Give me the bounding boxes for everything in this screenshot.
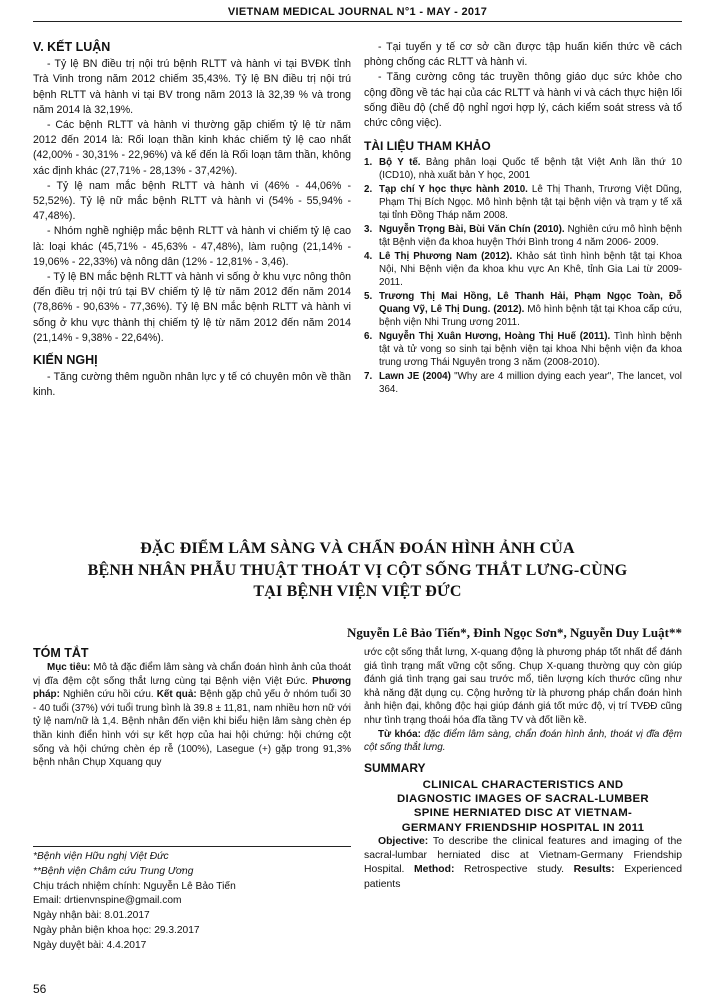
article-title-line: ĐẶC ĐIỂM LÂM SÀNG VÀ CHẨN ĐOÁN HÌNH ẢNH CỦA: [140, 540, 575, 557]
article-authors: Nguyễn Lê Bảo Tiến*, Đinh Ngọc Sơn*, Nguyễn Duy Luật**: [346, 625, 682, 640]
recommendation-paragraph: - Tăng cường thêm nguồn nhân lực y tế có chuyên môn về thần kinh.: [33, 371, 351, 399]
reference-item: [364, 330, 682, 369]
summary-results-text: Experienced patients: [364, 864, 682, 890]
summary-title-line: DIAGNOSTIC IMAGES OF SACRAL-LUMBER: [397, 793, 649, 806]
conclusion-paragraph: - Tỷ lệ BN mắc bệnh RLTT và hành vi sống ở khu vực nông thôn đến điều trị nội trú tại BV chiếm tỷ lệ từ năm 2012 đến năm 2014 (78,86% - 90,63% - 77,36%). Tỷ lệ BN mắc bệnh RLTT và hành vi sống ở khu vực thành thị chiếm tỷ lệ từ năm 2012 đến năm 2014 (21,14% - 9,38% - 22,64%).: [33, 271, 351, 344]
summary-results-label: Results:: [564, 864, 615, 876]
method-text: Nghiên cứu hồi cứu.: [59, 689, 154, 701]
reference-number: 3.: [364, 224, 373, 236]
journal-header: VIETNAM MEDICAL JOURNAL N°1 - MAY - 2017: [227, 6, 488, 18]
reference-text: Nghiên cứu mô hình bệnh tật Bệnh viện đa khoa huyện Thới Bình trong 4 năm 2006- 2009.: [379, 224, 682, 249]
footnote-rule: [33, 846, 351, 847]
page-number: 56: [33, 982, 47, 996]
recommendation-heading: KIẾN NGHỊ: [33, 353, 98, 368]
reference-authors: Bộ Y tế.: [379, 157, 421, 169]
footnote-received-date: Ngày nhận bài: 8.01.2017: [33, 910, 150, 922]
summary-objective-text: To describe the clinical features and imaging of the sacral-lumbar herniated disc at Vietnam-Germany Friendship Hospital.: [364, 835, 682, 876]
reference-text: Tình hình bệnh tật và tử vong so sinh tại bệnh viện tại khoa Nhi bệnh viện đa khoa trung ương Thái Nguyên trong 3 năm (2008-2010).: [379, 331, 682, 369]
article-title-line: TẠI BỆNH VIỆN VIỆT ĐỨC: [253, 583, 462, 600]
reference-authors: Lê Thị Phương Nam (2012).: [379, 251, 513, 263]
reference-number: 2.: [364, 184, 373, 196]
summary-title: [364, 778, 682, 835]
keywords-label: Từ khóa:: [378, 728, 421, 740]
reference-item: [364, 156, 682, 182]
reference-number: 6.: [364, 331, 373, 343]
reference-authors: Tạp chí Y học thực hành 2010.: [379, 184, 528, 196]
reference-text: Lê Thị Thanh, Trương Việt Dũng, Phạm Thị Bích Ngọc. Mô hình bệnh tật tại bệnh viện và trạm y tế xã tại tỉnh Đồng Tháp năm 2008.: [379, 184, 682, 222]
reference-item: [364, 290, 682, 329]
footnote-review-date: Ngày phản biện khoa học: 29.3.2017: [33, 924, 200, 936]
abstract-left: [33, 646, 351, 770]
keywords-text: đặc điểm lâm sàng, chẩn đoán hình ảnh, thoát vị đĩa đệm cột sống thắt lưng.: [364, 728, 682, 754]
abstract-right: [364, 646, 682, 892]
objective-text: Mô tả đặc điểm lâm sàng và chẩn đoán hình ảnh của thoát vị đĩa đệm cột sống thắt lưng cùng tại Bệnh viện Việt Đức.: [33, 662, 351, 687]
reference-number: 1.: [364, 157, 373, 169]
summary-heading: SUMMARY: [364, 760, 426, 775]
conclusion-paragraph: - Các bệnh RLTT và hành vi thường gặp chiếm tỷ lệ từ năm 2012 đến 2014 là: Rối loạn thần kinh khác chiếm tỷ lệ cao nhất (42,00% - 30,31% - 22,96%) và kế đến là Rối loạn tâm thần, không xác định khác (27,71% - 28,13% - 37,42%).: [33, 119, 351, 177]
summary-objective-label: Objective:: [378, 835, 429, 847]
reference-authors: Nguyễn Trọng Bài, Bùi Văn Chín (2010).: [379, 224, 565, 236]
reference-text: Bảng phân loại Quốc tế bệnh tật Việt Anh lần thứ 10 (ICD10), nhà xuất bản Y học, 2001: [379, 157, 683, 182]
recommendation-paragraph: - Tại tuyến y tế cơ sở cần được tập huấn kiến thức về cách phòng chống các RLTT và hành vi.: [364, 41, 682, 69]
summary-method-text: Retrospective study.: [454, 864, 565, 876]
footnotes: [33, 850, 351, 954]
conclusion-paragraph: - Tỷ lệ BN điều trị nội trú bệnh RLTT và hành vi tại BVĐK tỉnh Trà Vinh trong năm 2012 chiếm 35,43%. Tỷ lệ BN điều trị nội trú bệnh RLTT và hành vi tại BV trong năm 2013 là 32,39 % và trong năm 2014 là 32,19%.: [33, 58, 351, 116]
method-label: Phương pháp:: [33, 675, 351, 701]
reference-text: "Why are 4 million dying each year", The lancet, vol 364.: [379, 371, 682, 396]
footnote-affiliation: **Bệnh viện Châm cứu Trung Ương: [33, 865, 194, 877]
summary-method-label: Method:: [404, 864, 455, 876]
summary-title-line: CLINICAL CHARACTERISTICS AND: [422, 778, 624, 791]
article-title-line: BỆNH NHÂN PHẪU THUẬT THOÁT VỊ CỘT SỐNG THẮT LƯNG-CÙNG: [87, 561, 628, 579]
footnote-accepted-date: Ngày duyệt bài: 4.4.2017: [33, 939, 147, 951]
conclusion-heading: V. KẾT LUẬN: [33, 40, 111, 54]
footnote-corresponding: Chịu trách nhiệm chính: Nguyễn Lê Bảo Tiến: [33, 880, 236, 892]
conclusion-paragraph: - Tỷ lệ nam mắc bệnh RLTT và hành vi (46% - 44,06% - 52,52%). Tỷ lệ nữ mắc bệnh RLTT và hành vi (54% - 55,94% - 47,48%).: [33, 179, 351, 223]
reference-item: [364, 223, 682, 249]
objective-label: Mục tiêu:: [47, 662, 91, 673]
reference-authors: Trương Thị Mai Hồng, Lê Thanh Hải, Phạm Ngọc Toàn, Đỗ Quang Vỹ, Lê Thị Dung. (2012).: [379, 291, 682, 316]
abstract-heading: TÓM TẮT: [33, 646, 89, 660]
footnote-email: Email: drtienvnspine@gmail.com: [33, 895, 182, 907]
reference-text: Khảo sát tình hình bệnh tật tại Khoa Nội, Nhi Bệnh viện đa khoa khu vực An Khê, tỉnh Gia Lai từ 2009-2011.: [379, 251, 682, 289]
abstract-continuation: ước cột sống thắt lưng, X-quang động là phương pháp tốt nhất để đánh giá tình trạng mất vững cột sống. Chụp X-quang thường quy còn giúp đánh giá tình trạng gai sau trước mổ, tiên lượng kích thước cũng như khả năng đặt dụng cụ. Cộng hưởng từ là phương pháp chẩn đoán hình ảnh hiện đại, không độc hại giúp đánh giá tốt mức độ, vị trí TVĐĐ cũng như tình trạng thoái hóa đĩa tầng TV và đốt liền kề.: [364, 647, 682, 726]
reference-text: Mô hình bệnh tật tại Khoa cấp cứu, bệnh viện Nhi Trung ương 2011.: [379, 304, 682, 329]
reference-number: 7.: [364, 371, 373, 383]
keywords: [364, 728, 682, 755]
result-text: Bệnh gặp chủ yếu ở nhóm tuổi 30 - 40 tuổi (37%) với tuổi trung bình là 39.8 ± 11,81, nam nhiều hơn nữ với tỷ lệ nam/nữ là 1,4. Bệnh nhân đến viện khi biểu hiện lâm sàng chèn ép thần kinh điển hình với sự kết hợp của hai hội chứng: hội chứng cột sống và hội chứng chèn ép rễ (100%), Lasegue (+) gặp trong 91,3% bệnh nhân Chụp Xquang quy: [33, 689, 351, 769]
reference-number: 5.: [364, 291, 373, 303]
footnote-affiliation: *Bệnh viện Hữu nghị Việt Đức: [33, 851, 169, 862]
references-heading: TÀI LIỆU THAM KHẢO: [364, 139, 491, 154]
result-label: Kết quả:: [153, 689, 197, 701]
reference-authors: Nguyễn Thị Xuân Hương, Hoàng Thị Huế (2011).: [379, 331, 611, 343]
conclusion-paragraph: - Nhóm nghề nghiệp mắc bệnh RLTT và hành vi chiếm tỷ lệ cao là: loại khác (45,71% - 45,63% - 47,48%), làm ruộng (21,14% - 19,06% - 22,33%) và nông dân (12% - 12,81% - 3,46).: [33, 225, 351, 268]
reference-number: 4.: [364, 251, 373, 263]
reference-list: [364, 156, 682, 396]
left-column: [33, 40, 351, 401]
reference-item: [364, 250, 682, 289]
summary-body: [364, 835, 682, 892]
article-title: [33, 538, 682, 603]
recommendation-paragraph: - Tăng cường công tác truyền thông giáo dục sức khỏe cho cộng đồng về tác hại của các RLTT và hành vi và cách thực hiện lối sống điều độ (chế độ nghỉ ngơi hợp lý, cách kiểm soát stress và tổ chức công việc).: [364, 71, 682, 130]
reference-authors: Lawn JE (2004): [379, 371, 451, 383]
reference-item: [364, 183, 682, 222]
right-column: [364, 40, 682, 397]
header-rule: [33, 21, 682, 22]
abstract-body: [33, 661, 351, 770]
reference-item: [364, 370, 682, 396]
summary-title-line: SPINE HERNIATED DISC AT VIETNAM-: [413, 807, 633, 820]
summary-title-line: GERMANY FRIENDSHIP HOSPITAL IN 2011: [401, 821, 645, 834]
